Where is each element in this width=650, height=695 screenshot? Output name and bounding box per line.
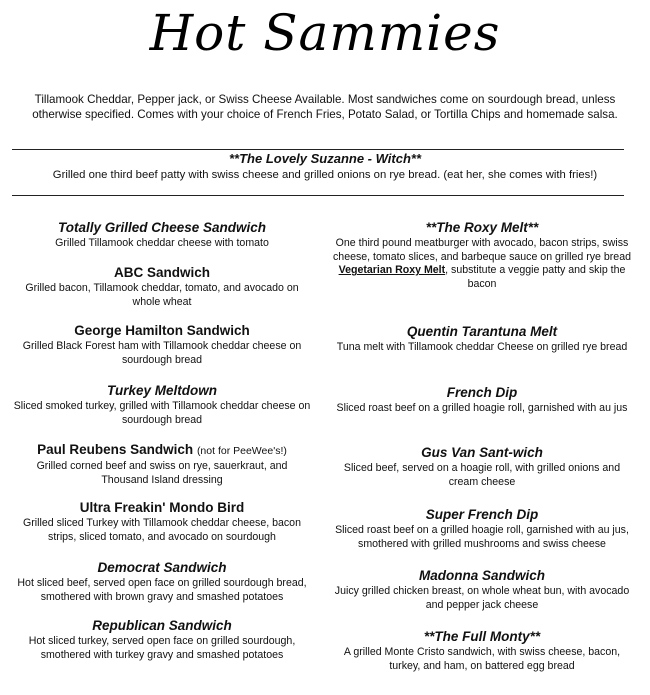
vegetarian-option-label: Vegetarian Roxy Melt <box>338 264 446 276</box>
menu-item-name: **The Full Monty** <box>423 629 541 644</box>
menu-item-desc: Sliced roast beef on a grilled hoagie roll, garnished with au jus, smothered with grilled mushrooms and swiss cheese <box>335 524 629 550</box>
menu-item <box>332 220 632 291</box>
menu-item <box>332 507 632 551</box>
menu-item-desc: Grilled bacon, Tillamook cheddar, tomato, and avocado on whole wheat <box>25 282 299 308</box>
divider-top <box>12 149 624 150</box>
featured-item-desc: Grilled one third beef patty with swiss cheese and grilled onions on rye bread. (eat her, she comes with fries!) <box>52 169 598 181</box>
menu-item-name: Super French Dip <box>425 507 539 522</box>
menu-item-name <box>12 442 312 459</box>
menu-item <box>332 385 632 416</box>
menu-item-desc: Tuna melt with Tillamook cheddar Cheese on grilled rye bread <box>336 341 628 353</box>
menu-item <box>12 383 312 427</box>
featured-item-name: **The Lovely Suzanne - Witch** <box>228 151 422 166</box>
menu-item-name: ABC Sandwich <box>113 265 210 280</box>
menu-item-name: French Dip <box>446 385 518 400</box>
menu-item <box>12 500 312 544</box>
menu-item-desc-text: One third pound meatburger with avocado, bacon strips, swiss cheese, tomato slices, and barbeque sauce on grilled rye bread <box>333 237 631 263</box>
vegetarian-option-desc: , substitute a veggie patty and skip the bacon <box>445 264 626 290</box>
menu-item-desc: Hot sliced turkey, served open face on grilled sourdough, smothered with turkey gravy and smashed potatoes <box>28 635 296 661</box>
menu-item <box>12 265 312 309</box>
menu-item-name: Turkey Meltdown <box>106 383 218 398</box>
menu-item <box>12 220 312 251</box>
menu-item-name: Ultra Freakin' Mondo Bird <box>79 500 245 515</box>
menu-item-name: George Hamilton Sandwich <box>74 323 250 338</box>
menu-item-desc: A grilled Monte Cristo sandwich, with swiss cheese, bacon, turkey, and ham, on battered egg bread <box>343 646 621 672</box>
menu-item-desc: Grilled corned beef and swiss on rye, sauerkraut, and Thousand Island dressing <box>36 460 288 486</box>
menu-item-name-text: Paul Reubens Sandwich <box>37 442 194 457</box>
menu-item-desc: Grilled sliced Turkey with Tillamook cheddar cheese, bacon strips, sliced tomato, and avocado on sourdough <box>23 517 301 543</box>
divider-bottom <box>12 195 624 196</box>
menu-item-name: **The Roxy Melt** <box>425 220 539 235</box>
menu-item-desc: Hot sliced beef, served open face on grilled sourdough bread, smothered with brown gravy and smashed potatoes <box>17 577 307 603</box>
menu-item-name: Democrat Sandwich <box>97 560 227 575</box>
menu-item-note: (not for PeeWee's!) <box>196 445 287 457</box>
menu-item-desc: Grilled Black Forest ham with Tillamook cheddar cheese on sourdough bread <box>22 340 302 366</box>
menu-item <box>332 324 632 355</box>
menu-item-name: Republican Sandwich <box>92 618 232 633</box>
menu-item-desc: Sliced roast beef on a grilled hoagie roll, garnished with au jus <box>336 402 628 414</box>
menu-item <box>12 323 312 367</box>
menu-item <box>12 442 312 487</box>
menu-item <box>332 445 632 489</box>
menu-item <box>332 629 632 673</box>
menu-item <box>12 618 312 662</box>
menu-title: Hot Sammies <box>149 4 501 62</box>
menu-item <box>332 568 632 612</box>
menu-item-desc: Juicy grilled chicken breast, on whole wheat bun, with avocado and pepper jack cheese <box>334 585 630 611</box>
menu-item-desc: Sliced smoked turkey, grilled with Tillamook cheddar cheese on sourdough bread <box>13 400 311 426</box>
menu-intro: Tillamook Cheddar, Pepper jack, or Swiss Cheese Available. Most sandwiches come on sourdough bread, unless otherwise specified. Comes with your choice of French Fries, Potato Salad, or Tortilla Chips and homemade salsa. <box>32 93 618 121</box>
menu-item-name: Quentin Tarantuna Melt <box>406 324 558 339</box>
menu-item-desc <box>332 237 632 291</box>
menu-item-name: Totally Grilled Cheese Sandwich <box>57 220 267 235</box>
menu-item-name: Madonna Sandwich <box>418 568 545 583</box>
menu-item <box>12 560 312 604</box>
menu-item-desc: Grilled Tillamook cheddar cheese with tomato <box>55 237 269 249</box>
menu-item-desc: Sliced beef, served on a hoagie roll, with grilled onions and cream cheese <box>343 462 621 488</box>
menu-item-name: Gus Van Sant-wich <box>421 445 543 460</box>
featured-item <box>10 151 640 183</box>
